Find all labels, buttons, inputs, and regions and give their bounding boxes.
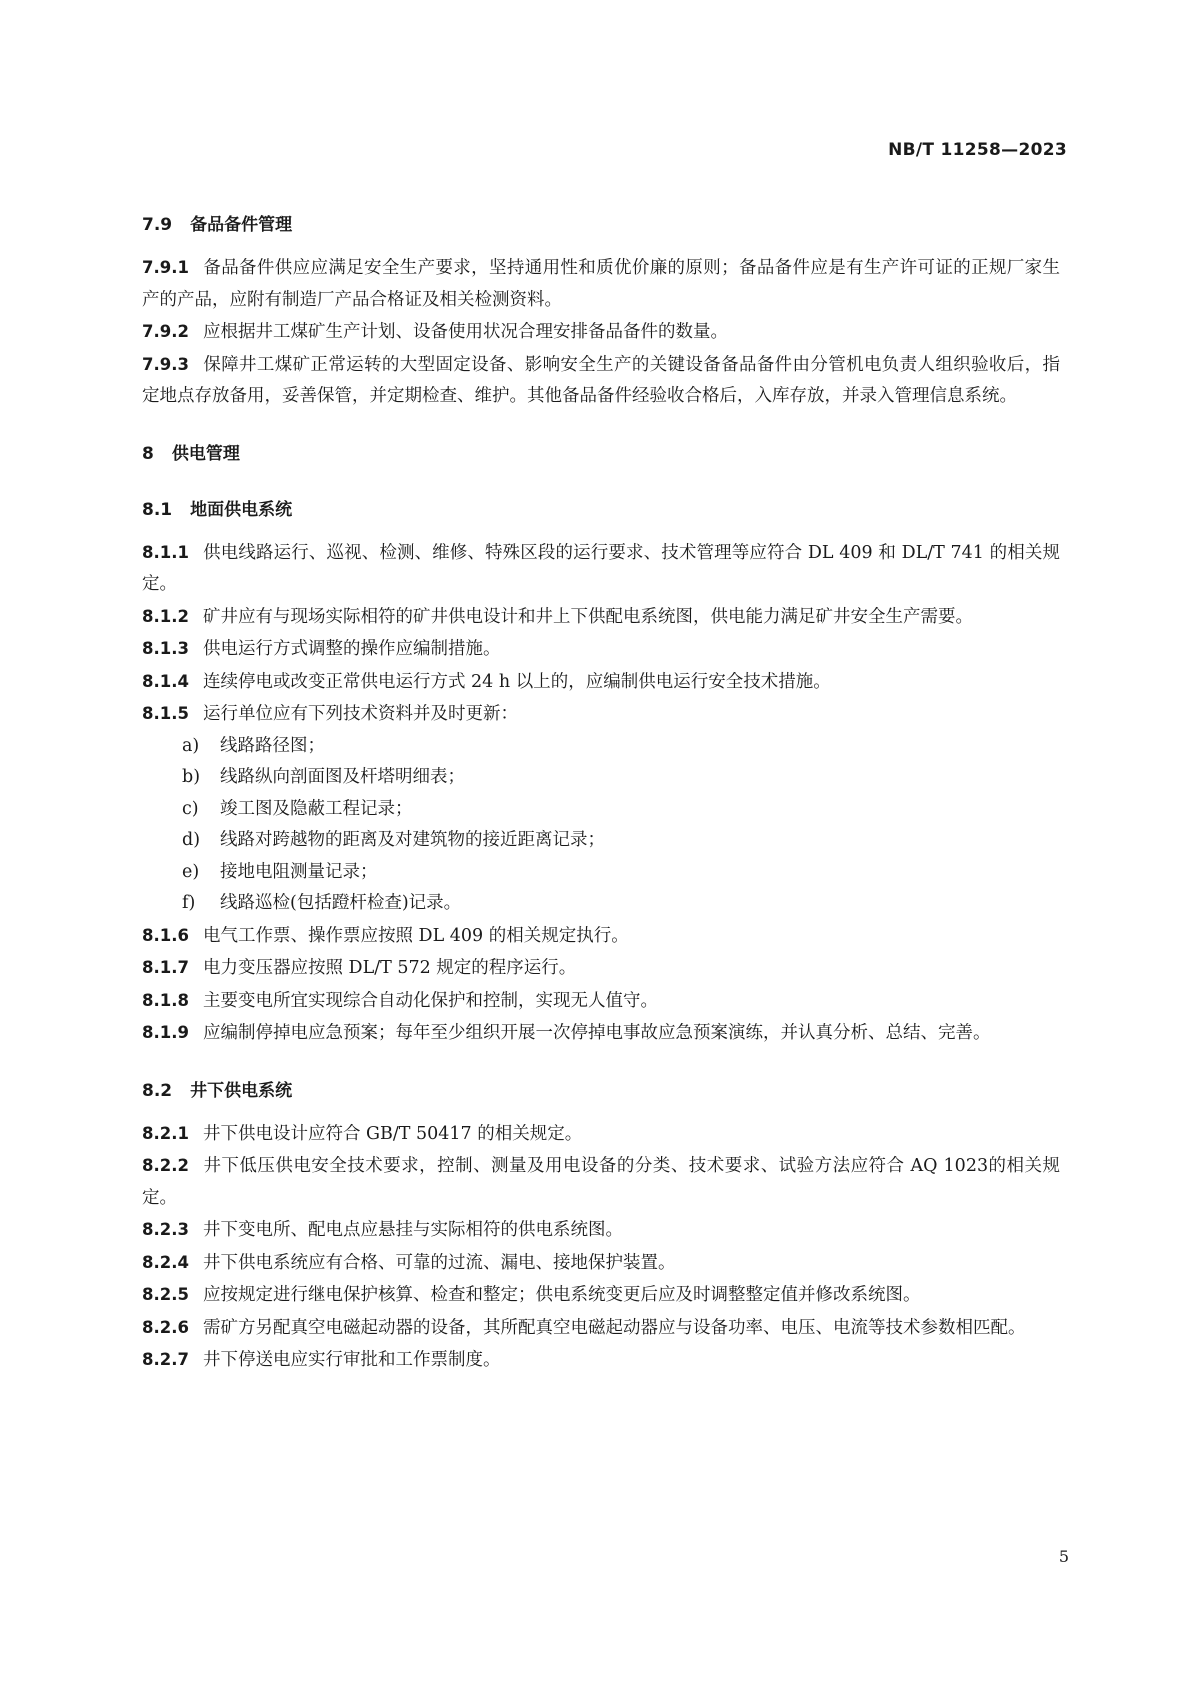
clause-text: 矿井应有与现场实际相符的矿井供电设计和井上下供配电系统图，供电能力满足矿井安全生产需要。	[202, 606, 973, 627]
list-item-text: 接地电阻测量记录；	[220, 861, 378, 882]
clause-text: 连续停电或改变正常供电运行方式 24 h 以上的，应编制供电运行安全技术措施。	[202, 671, 831, 692]
section-number: 8.2	[142, 1080, 173, 1101]
section-heading-8-1	[142, 495, 1060, 525]
clause-number: 8.1.9	[142, 1023, 189, 1042]
list-item	[142, 762, 1060, 794]
clause-8-1-9	[142, 1017, 1060, 1050]
clause-text: 应根据井工煤矿生产计划、设备使用状况合理安排备品备件的数量。	[202, 322, 728, 342]
section-number: 8	[142, 443, 154, 464]
section-number: 8.1	[142, 499, 173, 520]
section-title: 供电管理	[171, 443, 240, 464]
clause-text: 井下变电所、配电点应悬挂与实际相符的供电系统图。	[202, 1220, 623, 1240]
clause-number: 7.9.2	[142, 322, 189, 341]
clause-text: 需矿方另配真空电磁起动器的设备，其所配真空电磁起动器应与设备功率、电压、电流等技术参数相匹配。	[202, 1317, 1026, 1338]
list-item	[142, 888, 1060, 920]
document-id: NB/T 11258—2023	[888, 140, 1067, 160]
clause-text: 井下供电系统应有合格、可靠的过流、漏电、接地保护装置。	[202, 1252, 676, 1273]
clause-number: 8.1.6	[142, 925, 189, 945]
clause-text: 电气工作票、操作票应按照 DL 409 的相关规定执行。	[202, 925, 629, 946]
clause-number: 8.2.4	[142, 1252, 189, 1272]
clause-text: 保障井工煤矿正常运转的大型固定设备、影响安全生产的关键设备备品备件由分管机电负责人组织验收后，指定地点存放备用，妥善保管，并定期检查、维护。其他备品备件经验收合格后，入库存放，并录入管理信息系统。	[142, 354, 1060, 406]
list-item-label: e)	[182, 861, 200, 882]
clause-7-9-1	[142, 252, 1060, 316]
clause-text: 井下停送电应实行审批和工作票制度。	[202, 1350, 501, 1370]
page-body	[142, 210, 1060, 1377]
clause-text: 应编制停掉电应急预案；每年至少组织开展一次停掉电事故应急预案演练，并认真分析、总结、完善。	[202, 1023, 991, 1043]
list-item-label: d)	[182, 830, 201, 850]
clause-8-1-1	[142, 537, 1060, 601]
section-heading-8-2	[142, 1076, 1060, 1106]
clause-text: 备品备件供应应满足安全生产要求，坚持通用性和质优价廉的原则；备品备件应是有生产许可证的正规厂家生产的产品，应附有制造厂产品合格证及相关检测资料。	[142, 258, 1060, 310]
clause-8-2-5	[142, 1279, 1060, 1312]
list-item-label: c)	[182, 798, 199, 819]
clause-8-2-6	[142, 1312, 1060, 1345]
clause-text: 井下供电设计应符合 GB/T 50417 的相关规定。	[202, 1123, 583, 1144]
list-item	[142, 857, 1060, 889]
clause-number: 8.2.3	[142, 1220, 189, 1239]
clause-number: 8.1.7	[142, 958, 189, 977]
clause-8-1-6	[142, 920, 1060, 953]
clause-8-1-3	[142, 633, 1060, 666]
list-item-text: 线路纵向剖面图及杆塔明细表；	[220, 767, 465, 787]
list-item-label: b)	[182, 767, 201, 787]
section-heading-7-9	[142, 210, 1060, 240]
clause-number: 8.1.8	[142, 990, 189, 1010]
clause-number: 8.2.6	[142, 1317, 189, 1337]
clause-number: 8.1.1	[142, 542, 189, 562]
clause-number: 8.2.1	[142, 1123, 189, 1143]
clause-number: 7.9.3	[142, 354, 189, 374]
clause-8-1-2	[142, 601, 1060, 634]
clause-8-2-2	[142, 1150, 1060, 1214]
list-item-label: f)	[182, 893, 196, 913]
clause-8-1-4	[142, 666, 1060, 699]
list-item-text: 线路巡检(包括蹬杆检查)记录。	[220, 893, 462, 913]
list-item	[142, 825, 1060, 857]
clause-8-2-1	[142, 1118, 1060, 1151]
clause-text: 供电运行方式调整的操作应编制措施。	[202, 639, 501, 659]
list-item	[142, 794, 1060, 826]
clause-number: 8.1.4	[142, 671, 189, 691]
clause-number: 8.1.5	[142, 704, 189, 723]
clause-7-9-2	[142, 316, 1060, 349]
clause-8-1-8	[142, 985, 1060, 1018]
clause-number: 8.1.3	[142, 639, 189, 658]
list-item-text: 竣工图及隐蔽工程记录；	[220, 798, 413, 819]
clause-number: 7.9.1	[142, 258, 189, 277]
clause-8-1-5	[142, 698, 1060, 731]
clause-8-2-7	[142, 1344, 1060, 1377]
clause-number: 8.1.2	[142, 606, 189, 626]
list-item-text: 线路路径图；	[220, 735, 325, 756]
clause-number: 8.2.2	[142, 1156, 189, 1175]
section-title: 备品备件管理	[190, 215, 293, 235]
clause-text: 供电线路运行、巡视、检测、维修、特殊区段的运行要求、技术管理等应符合 DL 409 和 DL/T 741 的相关规定。	[142, 542, 1060, 594]
list-item	[142, 731, 1060, 763]
clause-8-2-3	[142, 1214, 1060, 1247]
list-item-text: 线路对跨越物的距离及对建筑物的接近距离记录；	[220, 830, 605, 850]
list-item-label: a)	[182, 735, 200, 756]
section-heading-8	[142, 439, 1060, 469]
section-title: 井下供电系统	[190, 1080, 293, 1101]
section-number: 7.9	[142, 215, 173, 235]
clause-8-2-4	[142, 1247, 1060, 1280]
clause-text: 应按规定进行继电保护核算、检查和整定；供电系统变更后应及时调整整定值并修改系统图。	[202, 1285, 921, 1305]
clause-text: 电力变压器应按照 DL/T 572 规定的程序运行。	[202, 958, 577, 978]
clause-text: 井下低压供电安全技术要求，控制、测量及用电设备的分类、技术要求、试验方法应符合 AQ 1023的相关规定。	[142, 1156, 1060, 1208]
page-number: 5	[1058, 1547, 1069, 1566]
clause-number: 8.2.5	[142, 1285, 189, 1304]
clause-text: 运行单位应有下列技术资料并及时更新：	[202, 704, 518, 724]
clause-7-9-3	[142, 349, 1060, 413]
section-title: 地面供电系统	[190, 499, 293, 520]
clause-8-1-7	[142, 952, 1060, 985]
clause-number: 8.2.7	[142, 1350, 189, 1369]
clause-text: 主要变电所宜实现综合自动化保护和控制，实现无人值守。	[202, 990, 658, 1011]
